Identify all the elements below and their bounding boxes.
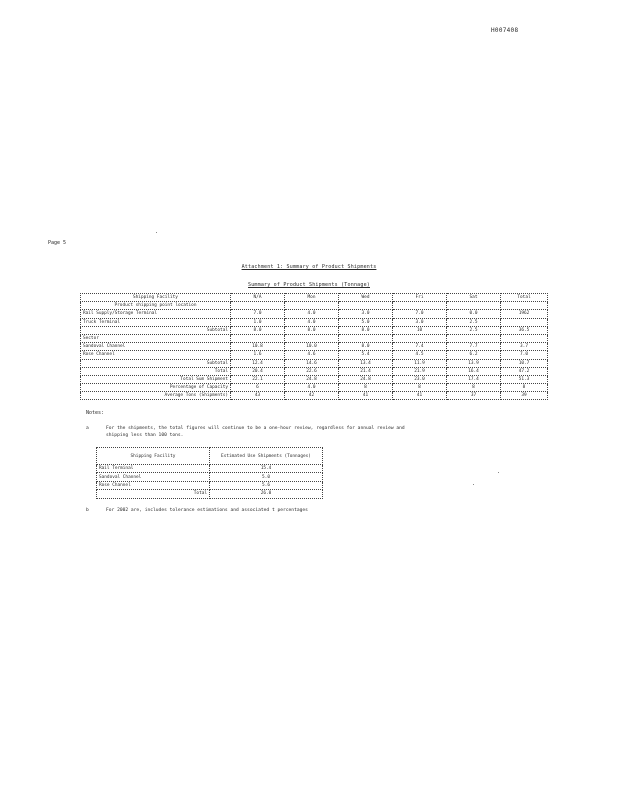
value-cell: 22.6: [285, 367, 339, 375]
value-cell: 13.4: [339, 359, 393, 367]
value-cell: [501, 334, 548, 342]
value-cell: 11.9: [393, 359, 447, 367]
value-cell: 7.0: [393, 310, 447, 318]
row-label-cell: Total Sum Shipment: [81, 375, 231, 383]
value-cell: 7.7: [447, 343, 501, 351]
value-cell: 15.4: [210, 465, 323, 473]
value-cell: [393, 334, 447, 342]
document-id: H007408: [491, 27, 519, 34]
value-cell: [447, 334, 501, 342]
note-a-marker: a: [86, 426, 89, 431]
note-a-text-continued: shipping less than 100 tons.: [106, 433, 184, 438]
scan-speck: [498, 472, 499, 473]
value-cell: [285, 302, 339, 310]
value-cell: [231, 302, 285, 310]
value-cell: 39: [501, 392, 548, 400]
value-cell: 17.4: [447, 375, 501, 383]
value-cell: 4.5: [393, 351, 447, 359]
row-label-cell: Rail Supply/Storage Terminal: [81, 310, 231, 318]
table-row: [81, 310, 548, 318]
sub-table-row: [97, 465, 323, 473]
value-cell: 10.7: [501, 359, 548, 367]
table-row: [81, 302, 548, 310]
notes-label: Notes:: [86, 410, 105, 416]
note-b-text: For 2002 are, includes tolerance estimations and associated t percentages: [106, 508, 308, 513]
table-row: [81, 326, 548, 334]
value-cell: 13.9: [447, 359, 501, 367]
column-header: Shipping Facility: [97, 448, 210, 465]
shipments-table: [80, 293, 548, 400]
value-cell: 2.5: [447, 318, 501, 326]
note-b-marker: b: [86, 508, 89, 513]
column-header: Sat: [447, 294, 501, 302]
sub-table-row: [97, 490, 323, 498]
sub-table-row: [97, 481, 323, 489]
value-cell: 10: [393, 326, 447, 334]
value-cell: 5.4: [339, 351, 393, 359]
value-cell: 42: [285, 392, 339, 400]
table-row: [81, 367, 548, 375]
row-label-cell: Total: [81, 367, 231, 375]
value-cell: 4.0: [285, 318, 339, 326]
row-label-cell: Rose Channel: [81, 351, 231, 359]
row-label-cell: Sandoval Channel: [81, 343, 231, 351]
value-cell: 4.0: [285, 384, 339, 392]
table-row: [81, 384, 548, 392]
column-header: Total: [501, 294, 548, 302]
column-header: Shipping Facility: [81, 294, 231, 302]
column-header: N/A: [231, 294, 285, 302]
row-label-cell: Total: [97, 490, 210, 498]
value-cell: 8: [393, 384, 447, 392]
row-label-cell: Rose Channel: [97, 481, 210, 489]
row-label-cell: Subtotal: [81, 359, 231, 367]
value-cell: [393, 302, 447, 310]
value-cell: 21.9: [393, 367, 447, 375]
value-cell: 10.0: [285, 343, 339, 351]
row-label-cell: Rail Terminal: [97, 465, 210, 473]
sub-table-header-row: [97, 448, 323, 465]
page-label: Page 5: [48, 240, 67, 246]
value-cell: 0.0: [447, 310, 501, 318]
value-cell: 20.4: [231, 367, 285, 375]
table-row: [81, 375, 548, 383]
value-cell: 24.8: [339, 375, 393, 383]
scan-speck: [156, 232, 157, 233]
row-label-cell: Product shipping point location: [81, 302, 231, 310]
value-cell: [501, 302, 548, 310]
row-label-cell: Sandoval Channel: [97, 473, 210, 481]
value-cell: 8.0: [339, 326, 393, 334]
row-label-cell: Sector: [81, 334, 231, 342]
table-row: [81, 351, 548, 359]
value-cell: 37: [447, 392, 501, 400]
value-cell: 22.1: [231, 375, 285, 383]
value-cell: 36.5: [501, 326, 548, 334]
column-header: Mon: [285, 294, 339, 302]
column-header: Estimated Use Shipments (Tonnages): [210, 448, 323, 465]
value-cell: 8: [339, 384, 393, 392]
row-label-cell: Subtotal: [81, 326, 231, 334]
column-header: Fri: [393, 294, 447, 302]
row-label-cell: Average Tons (Shipments): [81, 392, 231, 400]
value-cell: [231, 334, 285, 342]
value-cell: [447, 302, 501, 310]
value-cell: 8: [447, 384, 501, 392]
value-cell: 47.2: [501, 367, 548, 375]
value-cell: [285, 334, 339, 342]
value-cell: 8: [501, 384, 548, 392]
value-cell: 1962: [501, 310, 548, 318]
value-cell: 1.0: [231, 318, 285, 326]
sub-table-row: [97, 473, 323, 481]
table-row: [81, 334, 548, 342]
value-cell: 2.5: [447, 326, 501, 334]
value-cell: [501, 318, 548, 326]
value-cell: 10.8: [231, 343, 285, 351]
value-cell: 41: [339, 392, 393, 400]
value-cell: 8.0: [285, 326, 339, 334]
value-cell: 3.0: [339, 310, 393, 318]
value-cell: 8.0: [231, 326, 285, 334]
value-cell: 43: [231, 392, 285, 400]
note-a-text: For the shipments, the total figures will continue to be a one-hour review, regardless for annual review and: [106, 426, 405, 431]
estimated-shipments-table: [96, 447, 323, 499]
note-a: [86, 425, 586, 439]
row-label-cell: Percentage of Capacity: [81, 384, 231, 392]
scan-speck: [473, 484, 474, 485]
table-row: [81, 359, 548, 367]
table-row: [81, 343, 548, 351]
value-cell: 5.6: [210, 481, 323, 489]
value-cell: 21.4: [339, 367, 393, 375]
value-cell: 7.4: [393, 343, 447, 351]
value-cell: 3.7: [501, 343, 548, 351]
value-cell: 8.0: [339, 343, 393, 351]
table-header-row: [81, 294, 548, 302]
value-cell: 24.8: [285, 375, 339, 383]
value-cell: 26.0: [210, 490, 323, 498]
row-label-cell: Truck Terminal: [81, 318, 231, 326]
value-cell: 51.3: [501, 375, 548, 383]
value-cell: 12.4: [231, 359, 285, 367]
value-cell: 4.0: [285, 310, 339, 318]
value-cell: 23.0: [393, 375, 447, 383]
value-cell: 7.0: [501, 351, 548, 359]
value-cell: [339, 334, 393, 342]
value-cell: 5.0: [210, 473, 323, 481]
table-row: [81, 392, 548, 400]
value-cell: 5.0: [339, 318, 393, 326]
value-cell: 4.6: [285, 351, 339, 359]
value-cell: 6: [231, 384, 285, 392]
value-cell: 1.6: [231, 351, 285, 359]
value-cell: [339, 302, 393, 310]
value-cell: 16.4: [447, 367, 501, 375]
table-subtitle: Summary of Product Shipments (Tonnage): [248, 282, 370, 288]
table-row: [81, 318, 548, 326]
value-cell: 3.0: [393, 318, 447, 326]
note-b: [86, 508, 486, 513]
sub-table-body: [97, 465, 323, 499]
value-cell: 41: [393, 392, 447, 400]
value-cell: 7.0: [231, 310, 285, 318]
column-header: Wed: [339, 294, 393, 302]
value-cell: 6.2: [447, 351, 501, 359]
document-title: Attachment 1: Summary of Product Shipments: [241, 264, 377, 270]
value-cell: 14.6: [285, 359, 339, 367]
table-body: [81, 302, 548, 400]
